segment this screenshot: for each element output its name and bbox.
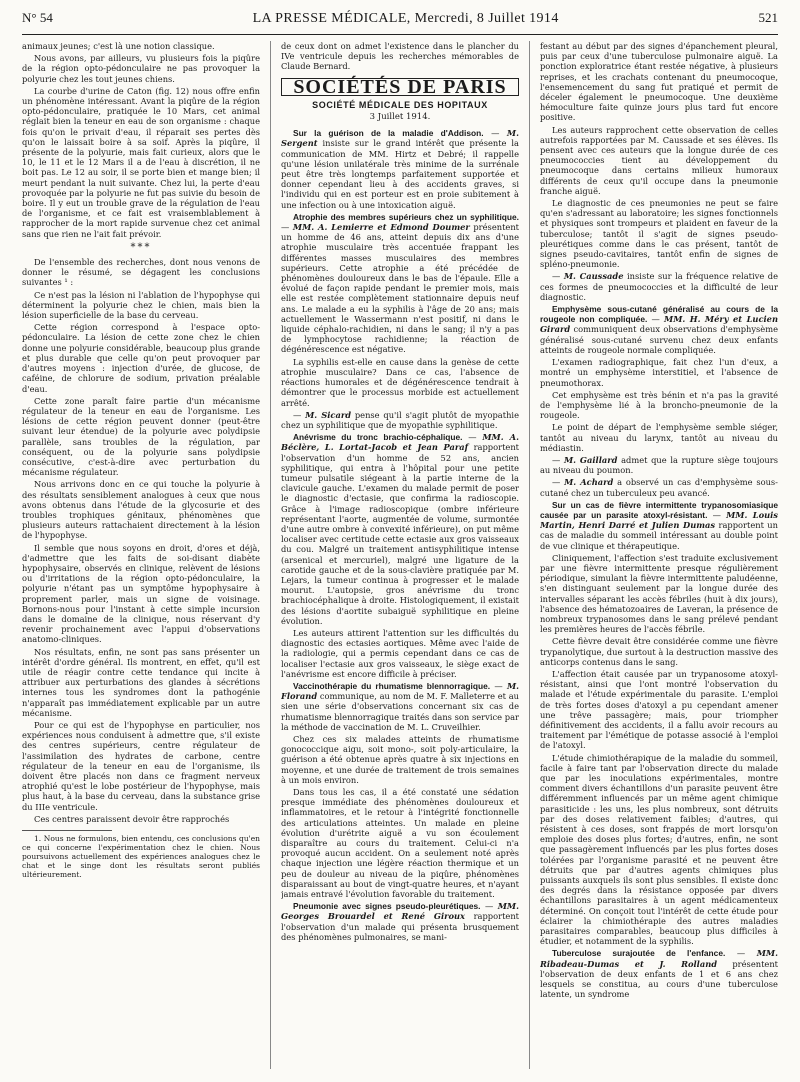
communication-text: admet que la rupture siège toujours au niveau du poumon. [539, 454, 778, 476]
paragraph: Ces centres paraissent devoir être rapprochés [34, 813, 230, 824]
paragraph: Le diagnostic de ces pneumonies ne peut se faire qu'en s'adressant au laboratoire; les signes fonctionnels et physiques sont trompeurs et plaident en faveur de la tuberculose; tantôt il s'agit de signes pseudo-pleurétiques comme dans le cas présent, tantôt de signes pseudo-cavitaires, tantôt enfin de signes de spléno-pneumonie. [539, 198, 778, 270]
communication-text: rapportent un cas de maladie du sommeil intéressant au double point de vue clinique et thérapeutique. [539, 520, 778, 551]
paragraph: Cette zone paraît faire partie d'un mécanisme régulateur de la teneur en eau de l'organisme. Les lésions de cette région peuvent donner (peut-être suivant leur étendue) de la polyurie avec polydipsie parallèle, sans troubles de la régulation, par conséquent, ou de la polyurie sans polydipsie consécutive, c'est-à-dire avec perturbation du mécanisme régulateur. [22, 395, 261, 478]
communication-text: insiste sur la fréquence relative de ces formes de pneumococcies et la difficulté de leur diagnostic. [539, 271, 778, 302]
communication: Anévrisme du tronc brachio-céphalique. — MM. A. Béclère, L. Lortat-Jacob et Jean Paraf rapportent l'observation d'un homme de 52 ans, ancien syphilitique, qui entra à l'hôpital pour une petite tumeur pulsatile siégeant à la partie interne de la clavicule gauche. L'examen du malade permit de poser le diagnostic d'ectasie, que confirma la radioscopie. Grâce à l'image radioscopique (ombre inférieure représentant l'aorte, augmentée de volume, surmontée d'une autre ombre à convexité inférieure), on put même localiser avec certitude cette ectasie aux gros vaisseaux du cou. Malgré un traitement antisyphilitique intense (arsenical et mercuriel), malgré une ligature de la carotide gauche et de la sous-clavière pratiquée par M. Lejars, la tumeur continua à progresser et le malade mourut. L'autopsie, gros anévrisme du tronc brachiocéphalique à droite. Histologiquement, il existait des lésions d'aortite subaiguë syphilitique en pleine évolution. [280, 432, 519, 626]
communication-heading: Atrophie des membres supérieurs chez un syphilitique. [292, 211, 519, 222]
communication-heading: Emphysème sous-cutané généralisé au cours de la rougeole non compliquée. [539, 304, 778, 325]
communication: — M. Achard a observé un cas d'emphysème sous-cutané chez un tuberculeux peu avancé. [539, 477, 778, 498]
communication-text: communiquent deux observations d'emphysème généralisé sous-cutané survenu chez deux enfants atteints de rougeole normale compliquée. [539, 324, 778, 355]
section-stars: *** [130, 241, 152, 253]
paragraph: L'affection était causée par un trypanosome atoxyl-résistant, ainsi que l'ont montré l'observation du malade et l'étude expérimentale du parasite. L'emploi de très fortes doses d'atoxyl a pu cependant amener une trêve passagère; mais, pour triompher définitivement des accidents, il a fallu avoir recours au traitement par l'émétique de potasse associé à l'emploi de l'atoxyl. [539, 668, 778, 751]
header-rule [22, 34, 778, 35]
footnote: 1. Nous ne formulons, bien entendu, ces conclusions qu'en ce qui concerne l'expérimentation chez le chien. Nous poursuivons actuellement des expériences analogues chez le chat et le singe dont les résultats seront publiés ultérieurement. [22, 834, 261, 880]
paragraph: Nous arrivons donc en ce qui touche la polyurie à des résultats sensiblement analogues à ceux que nous avons obtenus dans l'étude de la glycosurie et des troubles trophiques génitaux, phénomènes que plusieurs auteurs rattachaient directement à la lésion de l'hypophyse. [22, 479, 261, 541]
paragraph: Cliniquement, l'affection s'est traduite exclusivement par une fièvre intermittente presque régulièrement périodique, simulant la fièvre intermittente paludéenne, s'en distinguant seulement par la longue durée des intervalles séparant les accès fébriles (huit à dix jours), l'absence des hématozoaires de Laveran, la présence de nombreux trypanosomes dans le sang prélevé pendant les premières heures de l'accès fébrile. [539, 552, 778, 635]
communication-text: pense qu'il s'agit plutôt de myopathie chez un syphilitique que de myopathie syphilitique. [280, 409, 519, 430]
author: MM. A. Lemierre et Edmond Doumer [292, 222, 470, 233]
communication-text: présentent l'observation de deux enfants de 1 et 6 ans chez lesquels se constitua, au cours d'une tuberculose latente, un syndrome [539, 958, 778, 1000]
footnote-rule [22, 830, 112, 831]
session-date: 3 Juillet 1914. [369, 112, 431, 123]
column-divider [529, 41, 530, 1069]
paragraph: La courbe d'urine de Caton (fig. 12) nous offre enfin un phénomène intéressant. Avant la piqûre de la région opto-pédonculaire, pratiquée le 10 Mars, cet animal réglait bien la teneur en eau de son organisme : chaque fois qu'on le privait d'eau, il réparait ses pertes dès qu'on le laissait boire à sa soif. Après la piqûre, il présente de la polyurie, mais fait curieux, alors que le 10, le 11 et le 12 Mars il a de l'eau à discrétion, il ne boit pas. Le 12 au soir, il se porte bien et mange bien; il meurt pendant la nuit suivante. Chez lui, la perte d'eau provoquée par la polyurie ne fut pas suivie du besoin de boire. Il y eut un trouble grave de la régulation de l'eau de l'organisme, et ce fait est vraisemblablement à rapprocher de la mort rapide survenue chez cet animal sans que rien ne l'ait fait prévoir. [22, 85, 261, 239]
communication: Pneumonie avec signes pseudo-pleurétiques. — MM. Georges Brouardel et René Giroux rapportent l'observation d'un malade qui présenta brusquement des phénomènes pulmonaires, se mani- [280, 901, 519, 942]
communication-text: communique, au nom de M. F. Malleterre et au sien une série d'observations concernant six cas de rhumatisme blennorragique traités dans son service par la méthode de vaccination de M. L. Cruveilhier. [280, 691, 519, 732]
communication-heading: Sur la guérison de la maladie d'Addison. [292, 128, 484, 139]
communication: Sur un cas de fièvre intermittente trypanosomiasique causée par un parasite atoxyl-résistant. — MM. Louis Martin, Henri Darré et Julien Dumas rapportent un cas de maladie du sommeil intéressant au double point de vue clinique et thérapeutique. [539, 499, 778, 551]
communication-heading: Pneumonie avec signes pseudo-pleurétiques. [292, 901, 481, 912]
communication-heading: Tuberculose surajoutée de l'enfance. [551, 948, 726, 959]
author: MM. Georges Brouardel et René Giroux [280, 901, 519, 922]
paragraph: de ceux dont on admet l'existence dans le plancher du IVe ventricule depuis les recherches mémorables de Claude Bernard. [280, 41, 519, 72]
author: MM. Ribadeau-Dumas et J. Rolland [539, 948, 778, 969]
communication-heading: Sur un cas de fièvre intermittente trypanosomiasique causée par un parasite atoxyl-résistant. [539, 499, 778, 520]
communication: — M. Gaillard admet que la rupture siège toujours au niveau du poumon. [539, 454, 778, 476]
paragraph: De l'ensemble des recherches, dont nous venons de donner le résumé, se dégagent les conclusions suivantes ¹ : [22, 257, 261, 288]
communication: Tuberculose surajoutée de l'enfance. — MM. Ribadeau-Dumas et J. Rolland présentent l'observation de deux enfants de 1 et 6 ans chez lesquels se constitua, au cours d'une tuberculose latente, un syndrome [539, 948, 778, 1000]
paragraph: Les auteurs rapprochent cette observation de celles autrefois rapportées par M. Caussade et ses élèves. Ils pensent avec ces auteurs que la longue durée de ces pneumococcies tient au développement du pneumocoque dans certains milieux humoraux différents de ceux qu'il occupe dans la pneumonie franche aiguë. [539, 124, 778, 196]
columns [22, 41, 778, 1069]
communication: Sur la guérison de la maladie d'Addison. — M. Sergent insiste sur le grand intérêt que présente la communication de MM. Hirtz et Debré; il rappelle qu'une lésion unilatérale très minime de la surrénale peut être très longtemps parfaitement supportée et donner cependant lieu à des accidents graves, si l'individu qui en est porteur est en proie subitement à une infection ou à une intoxication aiguë. [280, 128, 519, 210]
author: M. Gaillard [563, 454, 618, 465]
communication: Vaccinothérapie du rhumatisme blennorragique. — M. Florand communique, au nom de M. F. Malleterre et au sien une série d'observations concernant six cas de rhumatisme blennorragique traités dans son service par la méthode de vaccination de M. L. Cruveilhier. [280, 680, 519, 732]
author: M. Sergent [280, 128, 519, 149]
paragraph: La syphilis est-elle en cause dans la genèse de cette atrophie musculaire? Dans ce cas, l'absence de réactions humorales et de dégénérescence tendrait à démontrer que le processus morbide est actuellement arrêté. [280, 356, 519, 408]
author: MM. A. Béclère, L. Lortat-Jacob et Jean Paraf [280, 432, 519, 453]
communication-text: présentent un homme de 46 ans, atteint depuis dix ans d'une atrophie musculaire très accentuée frappant les différentes masses musculaires des membres supérieurs. Cette atrophie a été précédée de phénomènes douloureux dans le bas de l'épaule. Elle a évolué de façon rapide pendant le premier mois, mais elle est restée complètement stationnaire depuis neuf ans. Le malade a eu la syphilis à l'âge de 20 ans; mais actuellement le Wassermann n'est positif, ni dans le liquide céphalo-rachidien, ni dans le sang; il n'y a pas de lymphocytose rachidienne; la réaction de dégénérescence est négative. [280, 222, 519, 355]
issue-number: N° 54 [22, 10, 53, 25]
communication-heading: Anévrisme du tronc brachio-céphalique. [292, 432, 463, 443]
author: M. Sicard [305, 409, 352, 420]
paragraph: Les auteurs attirent l'attention sur les difficultés du diagnostic des ectasies aortiques. Même avec l'aide de la radiologie, qui a permis cependant dans ce cas de localiser l'ectasie aux gros vaisseaux, le siège exact de l'anévrisme est encore difficile à préciser. [280, 627, 519, 679]
paragraph: Le point de départ de l'emphysème semble siéger, tantôt au niveau du larynx, tantôt au niveau du médiastin. [539, 422, 778, 453]
column-1 [22, 41, 260, 1069]
paragraph: Chez ces six malades atteints de rhumatisme gonococcique aigu, soit mono-, soit poly-articulaire, la guérison a été obtenue après quatre à six injections en moyenne, et une durée de traitement de trois semaines à un mois environ. [280, 734, 519, 785]
communication: — M. Caussade insiste sur la fréquence relative de ces formes de pneumococcies et la difficulté de leur diagnostic. [539, 271, 778, 302]
paragraph: Nos résultats, enfin, ne sont pas sans présenter un intérêt d'ordre général. Ils montrent, en effet, qu'il est utile de réagir contre cette tendance qui incite à attribuer aux perturbations des glandes à sécrétions internes tous les syndromes dont la pathogénie n'apparaît pas immédiatement explicable par un autre mécanisme. [22, 646, 261, 718]
paragraph: Pour ce qui est de l'hypophyse en particulier, nos expériences nous conduisent à admettre que, s'il existe des centres supérieurs, centre régulateur de l'assimilation des hydrates de carbone, centre régulateur de la teneur en eau de l'organisme, ils doivent être placés non dans ce fragment nerveux atrophié qu'est le lobe postérieur de l'hypophyse, mais plus haut, à la base du cerveau, dans la substance grise du IIIe ventricule. [22, 720, 261, 812]
paragraph: Nous avons, par ailleurs, vu plusieurs fois la piqûre de la région opto-pédonculaire ne pas provoquer la polyurie chez les tout jeunes chiens. [22, 53, 261, 84]
author: M. Caussade [563, 271, 624, 282]
paragraph: Cet emphysème est très bénin et n'a pas la gravité de l'emphysème lié à la broncho-pneumonie de la rougeole. [539, 389, 778, 421]
paragraph: Cette région correspond à l'espace opto-pédonculaire. La lésion de cette zone chez le chien donne une polyurie considérable, beaucoup plus grande et plus durable que celle qu'on peut provoquer par d'autres moyens : injection d'urée, de glucose, de caféine, de chlorure de sodium, privation préalable d'eau. [22, 322, 261, 394]
author: MM. Louis Martin, Henri Darré et Julien Dumas [539, 509, 778, 531]
communication: Emphysème sous-cutané généralisé au cours de la rougeole non compliquée. — MM. H. Méry et Lucien Girard communiquent deux observations d'emphysème généralisé sous-cutané survenu chez deux enfants atteints de rougeole normale compliquée. [539, 304, 778, 355]
paragraph: festant au début par des signes d'épanchement pleural, puis par ceux d'une tuberculose pulmonaire aiguë. La ponction exploratrice étant restée négative, à plusieurs reprises, et les crachats contenant du pneumocoque, l'ensemencement du sang fut pratiqué et permit de déceler également le pneumocoque. Une deuxième hémoculture faite quinze jours plus tard fut encore positive. [539, 41, 778, 123]
paragraph: L'étude chimiothérapique de la maladie du sommeil, facile à faire tant par l'observation directe du malade que par les inoculations expérimentales, montre comment divers échantillons d'un parasite peuvent être différemment influencés par un même agent chimique parasiticide : les uns, les plus nombreux, sont détruits par des doses relativement faibles; d'autres, qui résistent à ces doses, sont frappés de mort lorsqu'on emploie des doses plus fortes; d'autres, enfin, ne sont que passagèrement influencés par les plus fortes doses tolérées par l'organisme parasité et ne peuvent être détruits que par d'autres agents chimiques plus puissants auxquels ils sont plus sensibles. Il existe donc des degrés dans la résistance opposée par divers échantillons parasitaires à un agent médicamenteux déterminé. On conçoit tout l'intérêt de cette étude pour éclairer la chimiothérapie des autres maladies parasitaires comparables, beaucoup plus difficiles à étudier, et notamment de la syphilis. [539, 752, 778, 947]
paragraph: L'examen radiographique, fait chez l'un d'eux, a montré un emphysème interstitiel, et l'absence de pneumothorax. [539, 357, 778, 388]
journal-title: LA PRESSE MÉDICALE, Mercredi, 8 Juillet 1914 [252, 11, 559, 26]
column-2 [281, 41, 519, 1069]
communication-text: rapportent l'observation d'un malade qui présenta brusquement des phénomènes pulmonaires, se mani- [280, 911, 519, 942]
communication-heading: Vaccinothérapie du rhumatisme blennorragique. [292, 680, 491, 691]
page-number: 521 [758, 10, 778, 25]
author: M. Florand [280, 680, 519, 702]
author: MM. H. Méry et Lucien Girard [539, 314, 778, 335]
paragraph: Ce n'est pas la lésion ni l'ablation de l'hypophyse qui déterminent la polyurie chez le chien, mais bien la lésion superficielle de la base du cerveau. [22, 289, 261, 321]
society-title: SOCIÉTÉ MÉDICALE DES HOPITAUX [312, 99, 488, 110]
page-header [22, 10, 778, 30]
author: M. Achard [564, 477, 614, 488]
communication: — M. Sicard pense qu'il s'agit plutôt de myopathie chez un syphilitique que de myopathie syphilitique. [280, 409, 519, 430]
paragraph: Cette fièvre devait être considérée comme une fièvre trypanolytique, due surtout à la destruction massive des anticorps contenus dans le sang. [539, 636, 778, 667]
paragraph: animaux jeunes; c'est là une notion classique. [22, 41, 215, 51]
paragraph: Dans tous les cas, il a été constaté une sédation presque immédiate des phénomènes douloureux et inflammatoires, et le retour à l'intégrité fonctionnelle des articulations atteintes. Un malade en pleine évolution d'urétrite aiguë a vu son écoulement disparaître au cours du traitement. Celui-ci n'a provoqué aucun accident. On a seulement noté après chaque injection une légère réaction thermique et un peu de douleur au niveau de la piqûre, phénomènes disparaissant au bout de vingt-quatre heures, et n'ayant jamais entravé l'évolution favorable du traitement. [280, 787, 519, 900]
column-divider [270, 41, 271, 1069]
section-title: SOCIÉTÉS DE PARIS [281, 78, 519, 96]
paragraph: Il semble que nous soyons en droit, d'ores et déjà, d'admettre que les faits de soi-disant diabète hypophysaire, observés en clinique, relèvent de lésions ou d'irritations de la région opto-pédonculaire, la polyurie n'étant pas un symptôme hypophysaire à proprement parler, mais un signe de voisinage. Bornons-nous pour l'instant à cette simple incursion dans le domaine de la clinique, nous réservant d'y revenir prochainement avec l'appui d'observations anatomo-cliniques. [22, 542, 261, 645]
communication-text: rapportent l'observation d'un homme de 52 ans, ancien syphilitique, qui entra à l'hôpital pour une petite tumeur pulsatile siégeant à la partie interne de la clavicule gauche. L'examen du malade permit de poser le diagnostic d'ectasie, que confirma la radioscopie. Grâce à l'image radioscopique (ombre inférieure représentant l'aorte, augmentée de volume, surmontée d'une autre ombre à convexité inférieure), on put même localiser avec certitude cette ectasie aux gros vaisseaux du cou. Malgré un traitement antisyphilitique intense (arsenical et mercuriel), malgré une ligature de la carotide gauche et de la sous-clavière pratiquée par M. Lejars, la tumeur continua à progresser et le malade mourut. L'autopsie, gros anévrisme du tronc brachiocéphalique à droite. Histologiquement, il existait des lésions d'aortite subaiguë syphilitique en pleine évolution. [280, 442, 519, 626]
communication-text: insiste sur le grand intérêt que présente la communication de MM. Hirtz et Debré; il rappelle qu'une lésion unilatérale très minime de la surrénale peut être très longtemps parfaitement supportée et donner cependant lieu à des accidents graves, si l'individu qui en est porteur est en proie subitement à une infection ou à une intoxication aiguë. [280, 138, 519, 210]
communication: Atrophie des membres supérieurs chez un syphilitique. — MM. A. Lemierre et Edmond Doumer présentent un homme de 46 ans, atteint depuis dix ans d'une atrophie musculaire très accentuée frappant les différentes masses musculaires des membres supérieurs. Cette atrophie a été précédée de phénomènes douloureux dans le bas de l'épaule. Elle a évolué de façon rapide pendant le premier mois, mais elle est restée complètement stationnaire depuis neuf ans. Le malade a eu la syphilis à l'âge de 20 ans; mais actuellement le Wassermann n'est positif, ni dans le liquide céphalo-rachidien, ni dans le sang; il n'y a pas de lymphocytose rachidienne; la réaction de dégénérescence est négative. [280, 211, 519, 355]
column-3 [540, 41, 778, 1069]
communication-text: a observé un cas d'emphysème sous-cutané chez un tuberculeux peu avancé. [539, 477, 778, 498]
